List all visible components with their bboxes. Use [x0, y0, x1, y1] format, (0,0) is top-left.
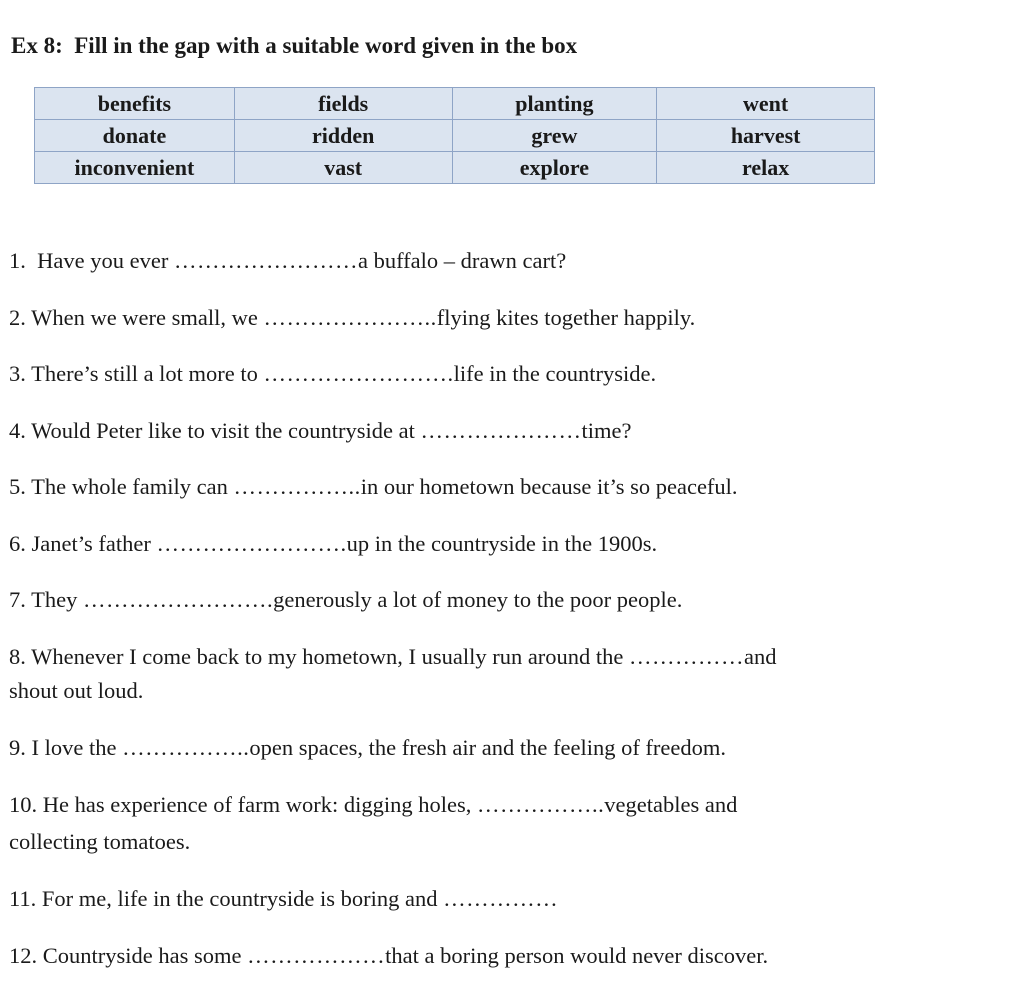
- word-cell: benefits: [35, 88, 235, 120]
- word-box-row: [35, 152, 875, 184]
- word-cell: planting: [452, 88, 657, 120]
- question-number: 4.: [9, 418, 26, 443]
- question-number: 5.: [9, 474, 26, 499]
- question-9: [9, 731, 1009, 765]
- question-number: 1.: [9, 248, 26, 273]
- question-number: 7.: [9, 587, 26, 612]
- question-1: [9, 244, 1009, 278]
- question-text-after: vegetables and: [604, 792, 738, 817]
- answer-gap[interactable]: …………………: [420, 418, 582, 443]
- answer-gap[interactable]: …………………….: [82, 587, 274, 612]
- word-cell: harvest: [657, 120, 875, 152]
- question-6: [9, 527, 1009, 561]
- question-text-before: Countryside has some: [37, 943, 248, 968]
- question-text-before: Janet’s father: [25, 531, 157, 556]
- question-text-before: For me, life in the countryside is boring and: [36, 886, 444, 911]
- word-cell: vast: [234, 152, 452, 184]
- word-cell: inconvenient: [35, 152, 235, 184]
- question-2: [9, 301, 1009, 335]
- question-10: [9, 788, 1009, 822]
- question-text-after: up in the countryside in the 1900s.: [346, 531, 658, 556]
- question-number: 11.: [9, 886, 37, 911]
- word-box: [34, 87, 875, 184]
- question-text-after: a buffalo – drawn cart?: [357, 248, 567, 273]
- question-10-continuation: collecting tomatoes.: [9, 829, 191, 854]
- question-number: 8.: [9, 644, 26, 669]
- question-11: [9, 882, 1009, 916]
- question-text-before: Have you ever: [25, 248, 174, 273]
- question-text-before: I love the: [25, 735, 123, 760]
- question-text-after: generously a lot of money to the poor people.: [273, 587, 683, 612]
- question-text-after: in our hometown because it’s so peaceful.: [360, 474, 738, 499]
- word-cell: grew: [452, 120, 657, 152]
- answer-gap[interactable]: ……………..: [477, 792, 605, 817]
- word-cell: explore: [452, 152, 657, 184]
- word-cell: ridden: [234, 120, 452, 152]
- question-3: [9, 357, 1009, 391]
- question-text-before: There’s still a lot more to: [25, 361, 264, 386]
- question-text-before: They: [25, 587, 83, 612]
- question-text-after: and: [744, 644, 777, 669]
- question-8: [9, 640, 1009, 674]
- word-box-row: [35, 88, 875, 120]
- question-number: 10.: [9, 792, 38, 817]
- question-number: 6.: [9, 531, 26, 556]
- answer-gap[interactable]: ……………..: [233, 474, 361, 499]
- exercise-title: Ex 8: Fill in the gap with a suitable word given in the box: [11, 33, 578, 58]
- question-5: [9, 470, 1009, 504]
- word-cell: went: [657, 88, 875, 120]
- question-text-after: open spaces, the fresh air and the feeling of freedom.: [249, 735, 727, 760]
- question-number: 3.: [9, 361, 26, 386]
- question-number: 2.: [9, 305, 26, 330]
- question-text-after: that a boring person would never discover.: [385, 943, 769, 968]
- question-number: 9.: [9, 735, 26, 760]
- answer-gap[interactable]: ……………: [443, 886, 559, 911]
- question-number: 12.: [9, 943, 38, 968]
- answer-gap[interactable]: ……………: [629, 644, 745, 669]
- answer-gap[interactable]: …………………….: [156, 531, 347, 556]
- question-4: [9, 414, 1009, 448]
- word-box-row: [35, 120, 875, 152]
- answer-gap[interactable]: …………………..: [263, 305, 437, 330]
- question-text-before: He has experience of farm work: digging holes,: [37, 792, 477, 817]
- question-12: [9, 939, 1009, 973]
- question-text-after: flying kites together happily.: [436, 305, 696, 330]
- word-cell: relax: [657, 152, 875, 184]
- question-text-after: time?: [581, 418, 632, 443]
- answer-gap[interactable]: ……………..: [122, 735, 250, 760]
- answer-gap[interactable]: ………………: [247, 943, 386, 968]
- question-7: [9, 583, 1009, 617]
- word-cell: fields: [234, 88, 452, 120]
- question-text-before: Whenever I come back to my hometown, I usually run around the: [25, 644, 630, 669]
- question-text-after: life in the countryside.: [453, 361, 657, 386]
- question-8-continuation: shout out loud.: [9, 678, 144, 703]
- word-cell: donate: [35, 120, 235, 152]
- answer-gap[interactable]: …………………….: [263, 361, 454, 386]
- question-text-before: Would Peter like to visit the countryside at: [25, 418, 421, 443]
- question-text-before: When we were small, we: [25, 305, 264, 330]
- answer-gap[interactable]: ……………………: [173, 248, 358, 273]
- question-text-before: The whole family can: [25, 474, 234, 499]
